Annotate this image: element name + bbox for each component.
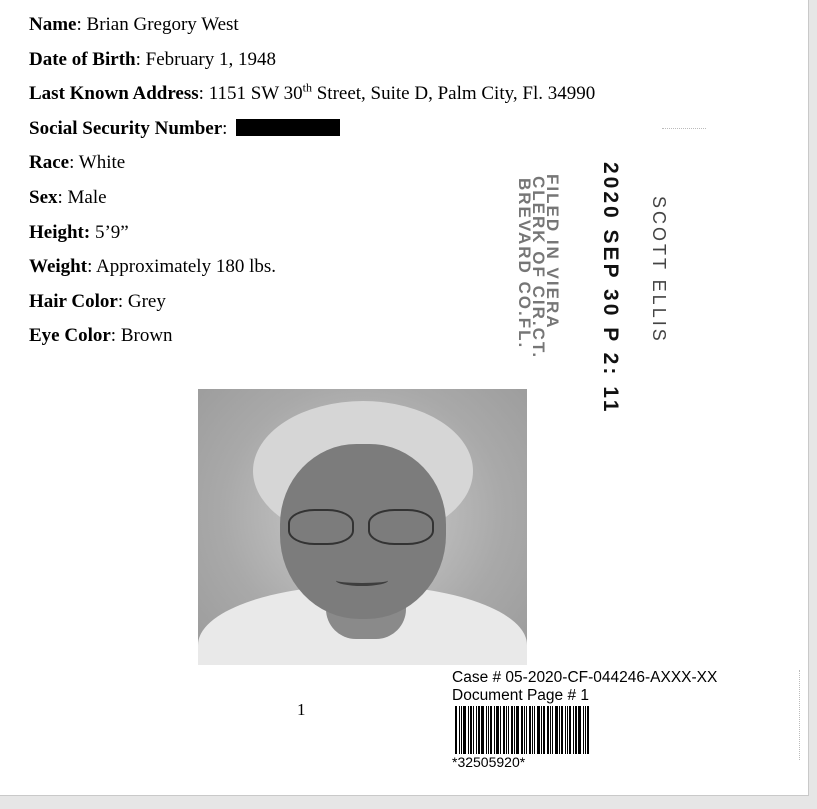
field-label: Name bbox=[29, 14, 77, 35]
field-label: Social Security Number bbox=[29, 117, 223, 139]
field-sex: Sex: Male bbox=[29, 186, 107, 208]
field-value: Brian Gregory West bbox=[86, 14, 239, 35]
barcode-bar bbox=[461, 706, 462, 754]
barcode-bar bbox=[455, 706, 457, 754]
field-value: White bbox=[78, 152, 126, 174]
barcode-bar bbox=[575, 706, 577, 754]
barcode-bar bbox=[534, 706, 535, 754]
barcode-bar bbox=[481, 706, 484, 754]
field-label: Race bbox=[29, 152, 70, 174]
ordinal-suffix: th bbox=[302, 80, 312, 95]
barcode-bar bbox=[500, 706, 501, 754]
barcode-bar bbox=[585, 706, 586, 754]
barcode-bar bbox=[526, 706, 527, 754]
barcode-bar bbox=[503, 706, 505, 754]
barcode-bar bbox=[486, 706, 487, 754]
barcode-bar bbox=[473, 706, 474, 754]
barcode-bar bbox=[490, 706, 492, 754]
barcode-bar bbox=[552, 706, 553, 754]
barcode-bar bbox=[516, 706, 519, 754]
field-label: Date of Birth bbox=[29, 48, 136, 70]
barcode bbox=[455, 706, 623, 754]
barcode-bar bbox=[547, 706, 549, 754]
barcode-bar bbox=[478, 706, 480, 754]
glasses-right-lens bbox=[368, 509, 434, 545]
field-height: Height: 5’9” bbox=[29, 221, 129, 243]
field-value: 1151 SW 30 bbox=[208, 83, 303, 105]
edge-scan-mark bbox=[799, 670, 802, 760]
field-value: Approximately 180 lbs. bbox=[96, 256, 276, 278]
barcode-bar bbox=[578, 706, 581, 754]
glasses-left-lens bbox=[288, 509, 354, 545]
filing-stamp bbox=[512, 160, 682, 415]
field-label: Eye Color bbox=[29, 325, 111, 347]
field-eye-color: Eye Color: Brown bbox=[29, 325, 173, 347]
barcode-bar bbox=[463, 706, 466, 754]
field-address: Last Known Address: 1151 SW 30th Street, Suite D, Palm City, Fl. 34990 bbox=[29, 80, 596, 105]
field-value-rest: Street, Suite D, Palm City, Fl. 34990 bbox=[316, 83, 596, 105]
personal-info bbox=[29, 8, 595, 354]
mugshot-photo bbox=[198, 389, 527, 665]
stamp-date: 2020 SEP 30 P 2: 11 bbox=[599, 162, 622, 415]
field-value: Male bbox=[67, 186, 107, 208]
barcode-bar bbox=[555, 706, 558, 754]
barcode-bar bbox=[524, 706, 525, 754]
field-ssn: Social Security Number: bbox=[29, 112, 595, 147]
barcode-bar bbox=[514, 706, 515, 754]
barcode-bar bbox=[459, 706, 460, 754]
barcode-bar bbox=[559, 706, 560, 754]
field-date-of-birth: Date of Birth: February 1, 1948 bbox=[29, 48, 276, 70]
barcode-bar bbox=[550, 706, 551, 754]
photo-mouth bbox=[336, 575, 388, 586]
redaction-bar bbox=[236, 119, 340, 136]
faint-mark bbox=[662, 128, 706, 132]
barcode-bar bbox=[511, 706, 513, 754]
barcode-bar bbox=[521, 706, 523, 754]
barcode-bar bbox=[587, 706, 589, 754]
page-number: 1 bbox=[297, 700, 306, 719]
barcode-bar bbox=[496, 706, 499, 754]
field-race: Race: White bbox=[29, 152, 126, 174]
barcode-bar bbox=[532, 706, 533, 754]
barcode-bar bbox=[529, 706, 531, 754]
field-value: February 1, 1948 bbox=[145, 48, 276, 70]
field-label: Last Known Address bbox=[29, 83, 199, 105]
field-name: Name: Brian Gregory West bbox=[29, 14, 239, 35]
barcode-bar bbox=[569, 706, 571, 754]
barcode-bar bbox=[561, 706, 563, 754]
stamp-line-county: BREVARD CO.FL. bbox=[515, 178, 534, 350]
barcode-bar bbox=[565, 706, 566, 754]
field-hair-color: Hair Color: Grey bbox=[29, 290, 166, 312]
barcode-bar bbox=[470, 706, 472, 754]
barcode-bar bbox=[537, 706, 540, 754]
barcode-bar bbox=[494, 706, 495, 754]
barcode-bar bbox=[488, 706, 489, 754]
stamp-clerk-name: SCOTT ELLIS bbox=[649, 196, 669, 344]
barcode-bar bbox=[468, 706, 469, 754]
field-value: 5’9” bbox=[94, 221, 129, 243]
barcode-bar bbox=[567, 706, 568, 754]
barcode-number: *32505920* bbox=[452, 754, 526, 770]
field-label: Hair Color bbox=[29, 290, 118, 312]
document-page-number: Document Page # 1 bbox=[452, 687, 590, 704]
barcode-bar bbox=[508, 706, 509, 754]
field-value: Brown bbox=[120, 325, 173, 347]
case-number: Case # 05-2020-CF-044246-AXXX-XX bbox=[452, 669, 718, 686]
field-label: Height bbox=[29, 221, 84, 243]
field-label: Sex bbox=[29, 186, 58, 208]
barcode-bar bbox=[541, 706, 542, 754]
stamp-line-filed: FILED IN VIERA bbox=[543, 174, 562, 330]
barcode-bar bbox=[476, 706, 477, 754]
field-label: Weight bbox=[29, 256, 88, 278]
field-value: Grey bbox=[127, 290, 166, 312]
stamp-line-clerk: CLERK OF CIR.CT. bbox=[529, 176, 548, 360]
field-weight: Weight: Approximately 180 lbs. bbox=[29, 256, 276, 278]
barcode-bar bbox=[583, 706, 584, 754]
barcode-bar bbox=[573, 706, 574, 754]
barcode-bar bbox=[543, 706, 545, 754]
barcode-bar bbox=[506, 706, 507, 754]
case-info bbox=[452, 669, 717, 705]
